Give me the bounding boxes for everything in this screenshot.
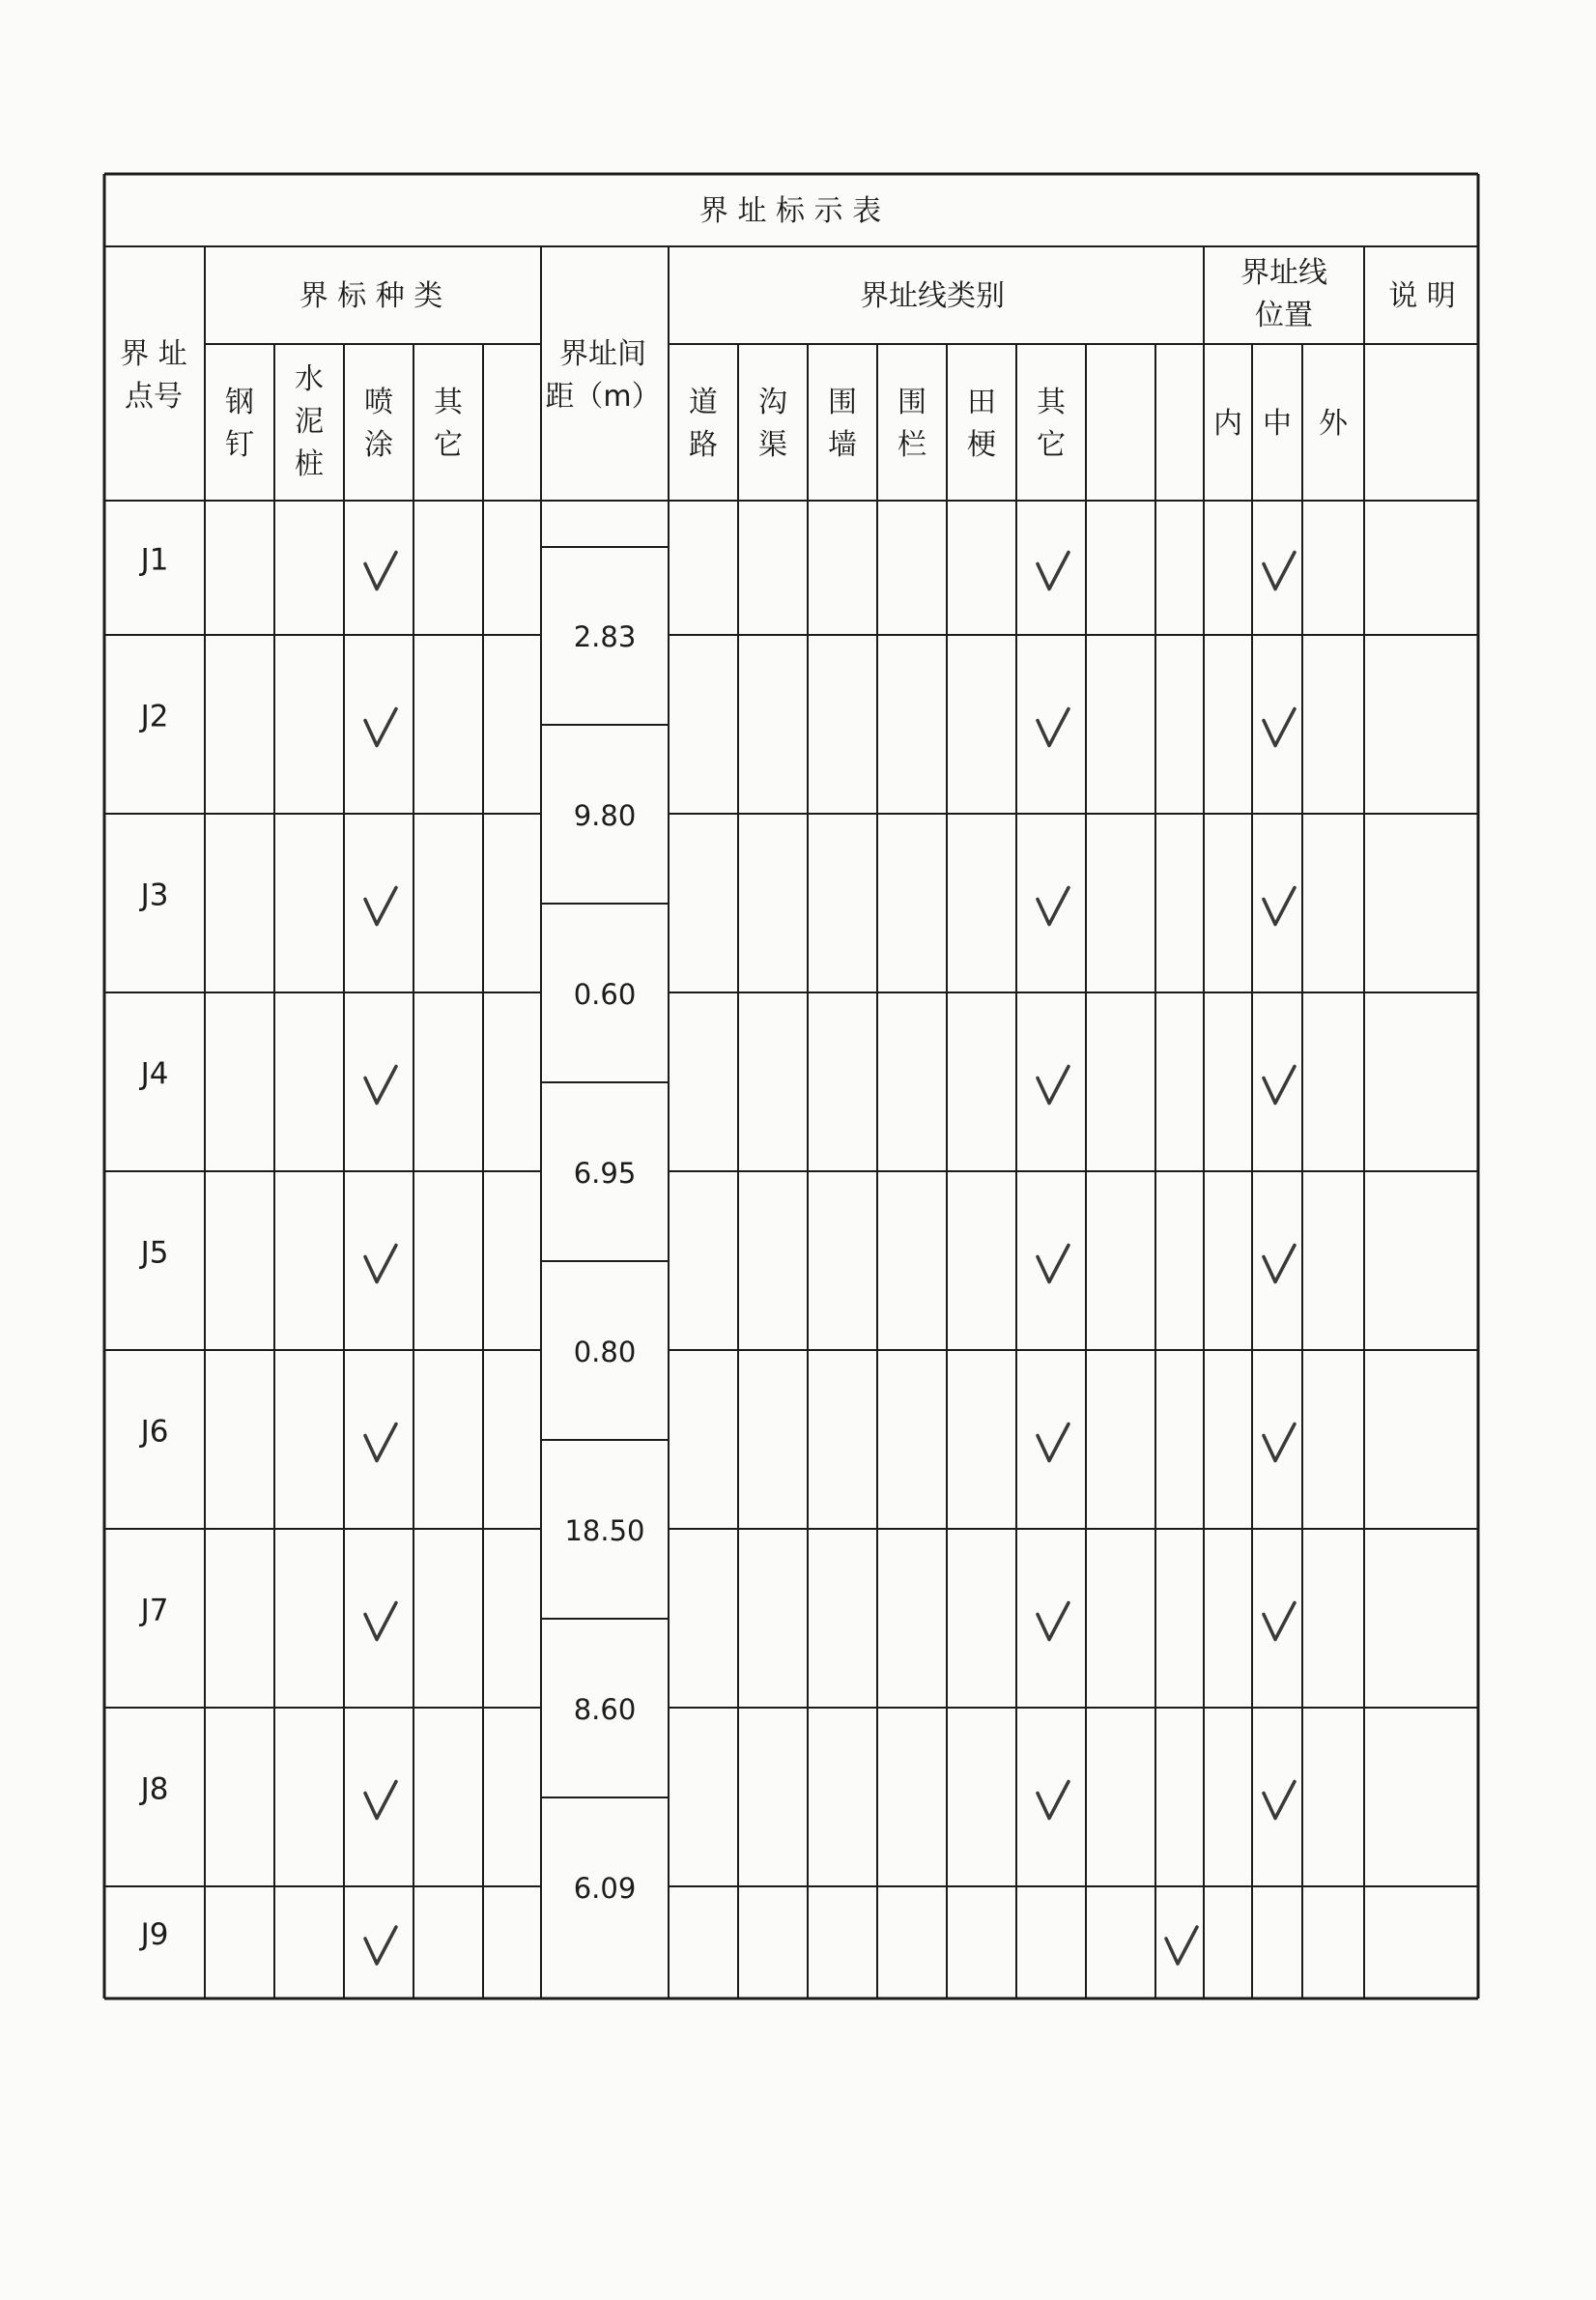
distance-value: 6.95 bbox=[573, 1157, 637, 1190]
position-header-line1: 界址线 bbox=[1240, 256, 1327, 290]
line-col-label: 路 bbox=[689, 428, 718, 462]
point-no-header-line2: 点号 bbox=[125, 380, 183, 414]
line-col-label: 墙 bbox=[828, 428, 857, 462]
point-id: J5 bbox=[140, 1235, 169, 1271]
line-type-check-mark bbox=[1038, 553, 1069, 589]
distance-value: 18.50 bbox=[564, 1514, 645, 1547]
marker-col-label: 它 bbox=[434, 428, 463, 462]
position-check-mark bbox=[1264, 1603, 1295, 1640]
line-type-check-mark bbox=[1038, 1246, 1069, 1282]
table-title: 界 址 标 示 表 bbox=[698, 194, 882, 228]
marker-col-label: 其 bbox=[434, 386, 463, 419]
marker-check-mark bbox=[365, 888, 396, 925]
position-check-mark bbox=[1264, 1424, 1295, 1461]
line-col-label: 梗 bbox=[967, 428, 996, 462]
line-type-check-mark bbox=[1038, 888, 1069, 925]
distance-value: 2.83 bbox=[573, 620, 637, 653]
marker-check-mark bbox=[365, 1424, 396, 1461]
marker-check-mark bbox=[365, 1067, 396, 1104]
distance-value: 6.09 bbox=[573, 1872, 637, 1905]
line-type-check-mark bbox=[1038, 1603, 1069, 1640]
marker-check-mark bbox=[365, 1246, 396, 1282]
point-id: J2 bbox=[140, 699, 169, 734]
line-col-label: 沟 bbox=[758, 386, 787, 419]
line-col-label: 渠 bbox=[758, 428, 787, 462]
line-col-label: 道 bbox=[689, 386, 718, 419]
note-header: 说 明 bbox=[1388, 279, 1456, 313]
distance-value: 8.60 bbox=[573, 1693, 637, 1726]
point-id: J6 bbox=[140, 1414, 169, 1450]
marker-col-label: 喷 bbox=[364, 386, 393, 419]
point-id: J1 bbox=[140, 542, 169, 578]
marker-check-mark bbox=[365, 1782, 396, 1819]
point-id: J9 bbox=[140, 1917, 169, 1952]
position-check-mark bbox=[1264, 553, 1295, 589]
table-text-layer bbox=[120, 194, 1456, 1952]
position-header-line2: 位置 bbox=[1255, 299, 1313, 332]
marker-col-label: 涂 bbox=[364, 428, 393, 462]
point-no-header-line1: 界 址 bbox=[120, 337, 187, 371]
position-col-label: 外 bbox=[1319, 407, 1348, 441]
distance-value: 9.80 bbox=[573, 799, 637, 832]
line-type-check-mark bbox=[1038, 1424, 1069, 1461]
marker-check-mark bbox=[365, 1927, 396, 1964]
distance-header-line1: 界址间 bbox=[559, 337, 646, 371]
point-id: J7 bbox=[140, 1593, 169, 1628]
line-col-label: 围 bbox=[828, 386, 857, 419]
point-id: J3 bbox=[140, 877, 169, 913]
marker-col-label: 水 bbox=[295, 362, 324, 396]
position-check-mark bbox=[1264, 1067, 1295, 1104]
marker-col-label: 钢 bbox=[225, 386, 254, 419]
position-col-label: 中 bbox=[1263, 407, 1292, 441]
distance-header-line2: 距（m） bbox=[545, 380, 661, 414]
marker-check-mark bbox=[365, 553, 396, 589]
line-type-check-mark bbox=[1038, 1782, 1069, 1819]
position-check-mark bbox=[1264, 888, 1295, 925]
marker-col-label: 钉 bbox=[225, 428, 254, 462]
line-col-label: 围 bbox=[898, 386, 926, 419]
marker-check-mark bbox=[365, 709, 396, 746]
point-id: J4 bbox=[140, 1056, 169, 1092]
position-check-mark bbox=[1264, 1246, 1295, 1282]
line-col-label: 它 bbox=[1037, 428, 1066, 462]
marker-col-label: 泥 bbox=[295, 405, 324, 439]
position-check-mark bbox=[1264, 1782, 1295, 1819]
line-col-label: 田 bbox=[967, 386, 996, 419]
position-check-mark bbox=[1264, 709, 1295, 746]
marker-type-header: 界 标 种 类 bbox=[299, 279, 443, 313]
distance-value: 0.60 bbox=[573, 978, 637, 1011]
point-id: J8 bbox=[140, 1771, 169, 1807]
line-type-check-mark bbox=[1038, 709, 1069, 746]
line-col-label: 栏 bbox=[898, 428, 926, 462]
line-type-header: 界址线类别 bbox=[860, 279, 1005, 313]
distance-value: 0.80 bbox=[573, 1336, 637, 1368]
line-col-label: 其 bbox=[1037, 386, 1066, 419]
marker-check-mark bbox=[365, 1603, 396, 1640]
line-type-check-mark bbox=[1038, 1067, 1069, 1104]
position-col-label: 内 bbox=[1213, 407, 1242, 441]
line-type-check-mark bbox=[1166, 1927, 1197, 1964]
marker-col-label: 桩 bbox=[295, 447, 324, 481]
